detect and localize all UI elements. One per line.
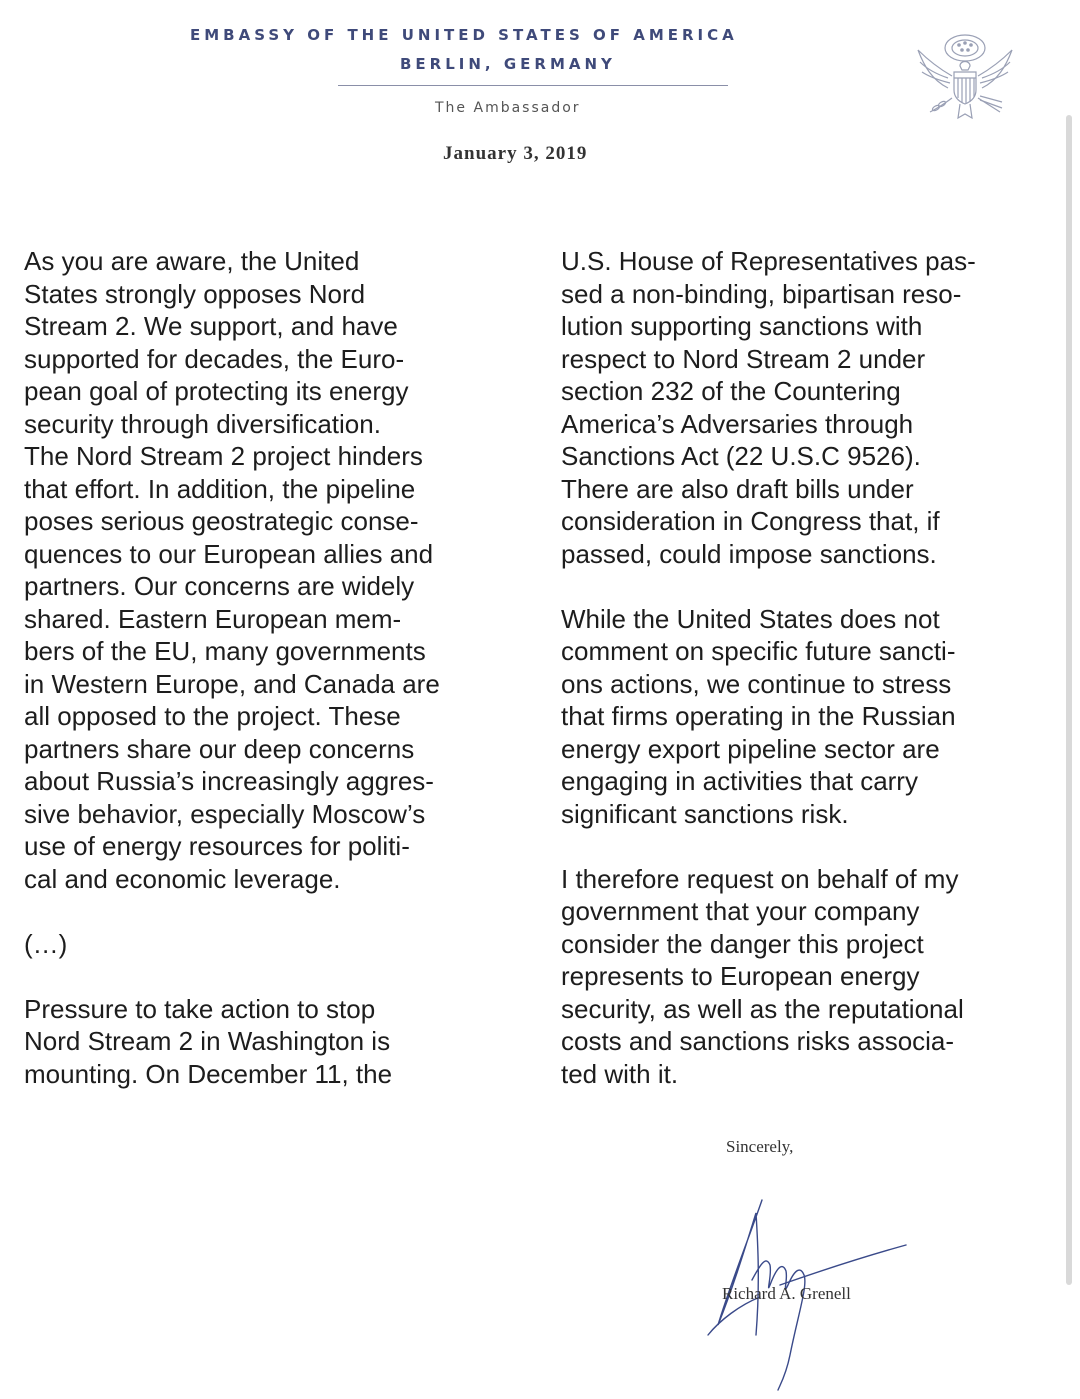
- text-line: Nord Stream 2 in Washington is: [24, 1026, 391, 1056]
- paragraph-break: [561, 830, 1056, 863]
- text-line: mounting. On December 11, the: [24, 1058, 393, 1089]
- text-line: As you are aware, the United: [24, 246, 360, 276]
- text-line: respect to Nord Stream 2 under: [561, 343, 926, 374]
- text-line: There are also draft bills under: [561, 473, 914, 504]
- ambassador-title: The Ambassador: [435, 100, 581, 116]
- text-line: all opposed to the project. These: [24, 701, 401, 731]
- paragraph-break: [24, 960, 539, 993]
- text-line: shared. Eastern European mem-: [24, 603, 402, 634]
- text-line: consideration in Congress that, if: [561, 506, 940, 536]
- text-line: partners. Our concerns are widely: [24, 571, 415, 601]
- great-seal-icon: [908, 28, 1018, 128]
- paragraph-break: [24, 895, 539, 928]
- text-line: ons actions, we continue to stress: [561, 668, 952, 699]
- text-line: in Western Europe, and Canada are: [24, 668, 440, 699]
- text-line: sive behavior, especially Moscow’s: [24, 798, 426, 829]
- text-line: use of energy resources for politi-: [24, 831, 410, 861]
- text-line: (…): [24, 928, 68, 959]
- text-line: consider the danger this project: [561, 928, 924, 959]
- letter-date: January 3, 2019: [443, 143, 588, 164]
- text-line: about Russia’s increasingly aggres-: [24, 766, 434, 796]
- text-line: America’s Adversaries through: [561, 408, 914, 439]
- text-line: Sanctions Act (22 U.S.C 9526).: [561, 441, 921, 471]
- text-line: States strongly opposes Nord: [24, 278, 366, 309]
- letter-body-right-column: [561, 245, 1056, 1090]
- text-line: cal and economic leverage.: [24, 863, 341, 894]
- text-line: government that your company: [561, 896, 920, 926]
- text-line: that firms operating in the Russian: [561, 701, 956, 731]
- text-line: security, as well as the reputational: [561, 993, 964, 1024]
- text-line: comment on specific future sancti-: [561, 636, 956, 666]
- letter-body-left-column: [24, 245, 539, 1090]
- signer-name: Richard A. Grenell: [722, 1284, 851, 1303]
- text-line: lution supporting sanctions with: [561, 311, 923, 341]
- text-line: security through diversification.: [24, 408, 381, 439]
- text-line: passed, could impose sanctions.: [561, 538, 937, 569]
- text-line: I therefore request on behalf of my: [561, 863, 959, 894]
- text-line: engaging in activities that carry: [561, 766, 918, 796]
- text-line: bers of the EU, many governments: [24, 636, 426, 666]
- text-line: partners share our deep concerns: [24, 733, 415, 764]
- letterhead-divider: [338, 85, 728, 86]
- text-line: The Nord Stream 2 project hinders: [24, 441, 423, 471]
- embassy-location: BERLIN, GERMANY: [400, 55, 616, 73]
- text-line: section 232 of the Countering: [561, 376, 901, 406]
- text-line: Stream 2. We support, and have: [24, 311, 398, 341]
- text-line: poses serious geostrategic conse-: [24, 506, 419, 536]
- embassy-name: EMBASSY OF THE UNITED STATES OF AMERICA: [190, 26, 738, 44]
- text-line: quences to our European allies and: [24, 538, 434, 569]
- text-line: significant sanctions risk.: [561, 798, 849, 829]
- closing-salutation: Sincerely,: [726, 1137, 794, 1156]
- paragraph-break: [561, 570, 1056, 603]
- scrollbar[interactable]: [1066, 115, 1072, 1285]
- text-line: that effort. In addition, the pipeline: [24, 473, 416, 504]
- text-line: supported for decades, the Euro-: [24, 343, 405, 374]
- text-line: Pressure to take action to stop: [24, 993, 376, 1024]
- text-line: sed a non-binding, bipartisan reso-: [561, 278, 962, 309]
- text-line: costs and sanctions risks associa-: [561, 1026, 955, 1056]
- text-line: represents to European energy: [561, 961, 920, 991]
- text-line: While the United States does not: [561, 603, 940, 634]
- text-line: pean goal of protecting its energy: [24, 376, 409, 406]
- text-line: ted with it.: [561, 1058, 679, 1089]
- text-line: energy export pipeline sector are: [561, 733, 940, 764]
- text-line: U.S. House of Representatives pas-: [561, 246, 976, 276]
